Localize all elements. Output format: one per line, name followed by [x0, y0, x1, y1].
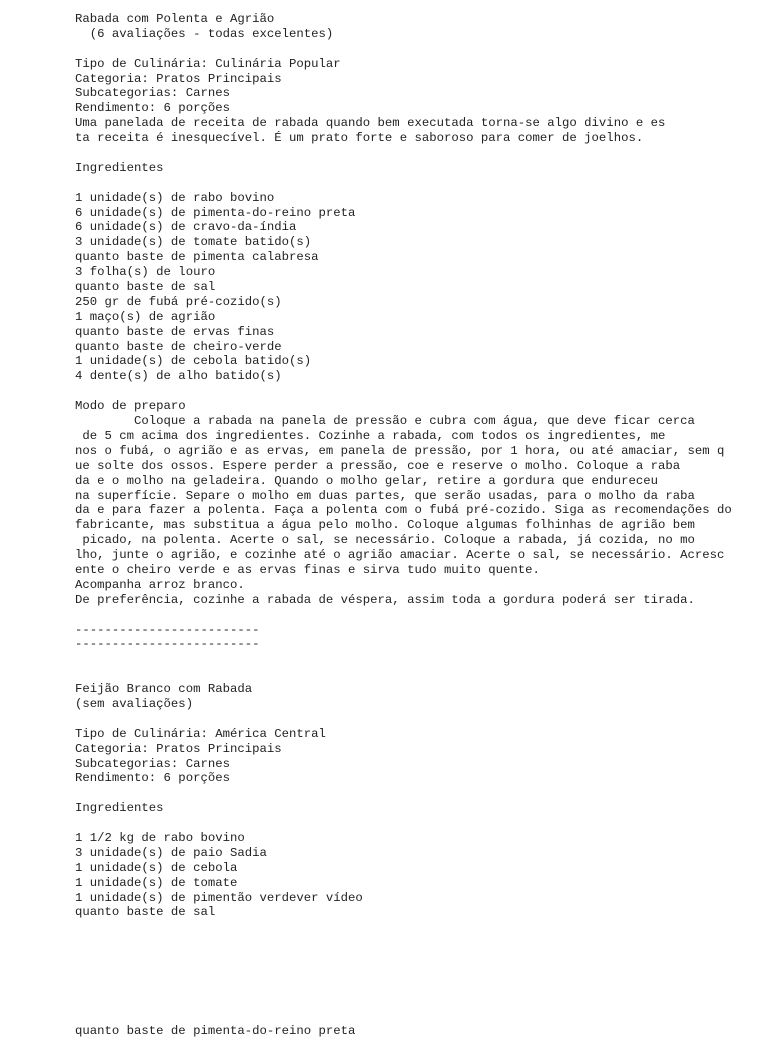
ingredient-item: 1 unidade(s) de cebola batido(s)	[75, 354, 312, 369]
method-line: fabricante, mas substitua a água pelo molho. Coloque algumas folhinhas de agrião bem	[75, 518, 695, 533]
ingredient-item: 4 dente(s) de alho batido(s)	[75, 369, 282, 384]
recipe-meta-category: Categoria: Pratos Principais	[75, 71, 282, 86]
ingredient-item: 3 unidade(s) de tomate batido(s)	[75, 235, 312, 250]
ingredient-item: quanto baste de sal	[75, 280, 216, 295]
ingredient-item: quanto baste de cheiro-verde	[75, 339, 282, 354]
ingredient-item: 1 unidade(s) de pimentão verdever vídeo	[75, 890, 363, 905]
method-line: picado, na polenta. Acerte o sal, se necessário. Coloque a rabada, já cozida, no mo	[75, 533, 695, 548]
ingredient-item: 1 unidade(s) de cebola	[75, 860, 238, 875]
ingredient-item: 250 gr de fubá pré-cozido(s)	[75, 294, 282, 309]
recipe-meta-category: Categoria: Pratos Principais	[75, 741, 282, 756]
method-line: De preferência, cozinhe a rabada de véspera, assim toda a gordura poderá ser tirada.	[75, 592, 695, 607]
method-line: nos o fubá, o agrião e as ervas, em panela de pressão, por 1 hora, ou até amaciar, sem q	[75, 443, 725, 458]
separator-line: -------------------------	[75, 637, 260, 652]
method-line: da e para fazer a polenta. Faça a polenta com o fubá pré-cozido. Siga as recomendações do	[75, 503, 732, 518]
ingredient-item: 1 1/2 kg de rabo bovino	[75, 830, 245, 845]
ingredient-item: 3 unidade(s) de paio Sadia	[75, 845, 267, 860]
recipe-rating: (6 avaliações - todas excelentes)	[75, 26, 334, 41]
ingredient-item: 6 unidade(s) de cravo-da-índia	[75, 220, 297, 235]
ingredients-heading: Ingredientes	[75, 801, 164, 816]
ingredient-item: quanto baste de pimenta calabresa	[75, 250, 319, 265]
separator-line: -------------------------	[75, 622, 260, 637]
ingredients-heading: Ingredientes	[75, 160, 164, 175]
recipe-meta-cuisine: Tipo de Culinária: Culinária Popular	[75, 56, 341, 71]
method-line: na superfície. Separe o molho em duas partes, que serão usadas, para o molho da raba	[75, 488, 695, 503]
method-line: Acompanha arroz branco.	[75, 577, 245, 592]
ingredient-item: 1 unidade(s) de rabo bovino	[75, 190, 275, 205]
method-line: Coloque a rabada na panela de pressão e cubra com água, que deve ficar cerca	[75, 414, 695, 429]
method-line: ente o cheiro verde e as ervas finas e sirva tudo muito quente.	[75, 562, 540, 577]
recipe-rating: (sem avaliações)	[75, 696, 194, 711]
method-heading: Modo de preparo	[75, 399, 186, 414]
method-line: ue solte dos ossos. Espere perder a pressão, coe e reserve o molho. Coloque a raba	[75, 458, 681, 473]
recipe-description-line: Uma panelada de receita de rabada quando bem executada torna-se algo divino e es	[75, 116, 666, 131]
recipe-meta-yield: Rendimento: 6 porções	[75, 101, 230, 116]
recipe-meta-cuisine: Tipo de Culinária: América Central	[75, 726, 326, 741]
document-page	[75, 12, 755, 1039]
recipe-description-line: ta receita é inesquecível. É um prato forte e saboroso para comer de joelhos.	[75, 131, 644, 146]
recipe-meta-subcategory: Subcategorias: Carnes	[75, 756, 230, 771]
recipe-meta-subcategory: Subcategorias: Carnes	[75, 86, 230, 101]
ingredient-item: 1 maço(s) de agrião	[75, 309, 216, 324]
recipe-title: Feijão Branco com Rabada	[75, 682, 253, 697]
ingredient-item: quanto baste de ervas finas	[75, 324, 275, 339]
ingredient-item: 3 folha(s) de louro	[75, 265, 216, 280]
method-line: da e o molho na geladeira. Quando o molho gelar, retire a gordura que endureceu	[75, 473, 658, 488]
ingredient-item: 6 unidade(s) de pimenta-do-reino preta	[75, 205, 356, 220]
ingredient-item: quanto baste de sal	[75, 905, 216, 920]
method-line: de 5 cm acima dos ingredientes. Cozinhe a rabada, com todos os ingredientes, me	[75, 428, 666, 443]
ingredient-item: 1 unidade(s) de tomate	[75, 875, 238, 890]
recipe-title: Rabada com Polenta e Agrião	[75, 12, 275, 26]
recipe-meta-yield: Rendimento: 6 porções	[75, 771, 230, 786]
ingredient-item: quanto baste de pimenta-do-reino preta	[75, 1024, 356, 1039]
method-line: lho, junte o agrião, e cozinhe até o agrião amaciar. Acerte o sal, se necessário. Acresc	[75, 548, 725, 563]
